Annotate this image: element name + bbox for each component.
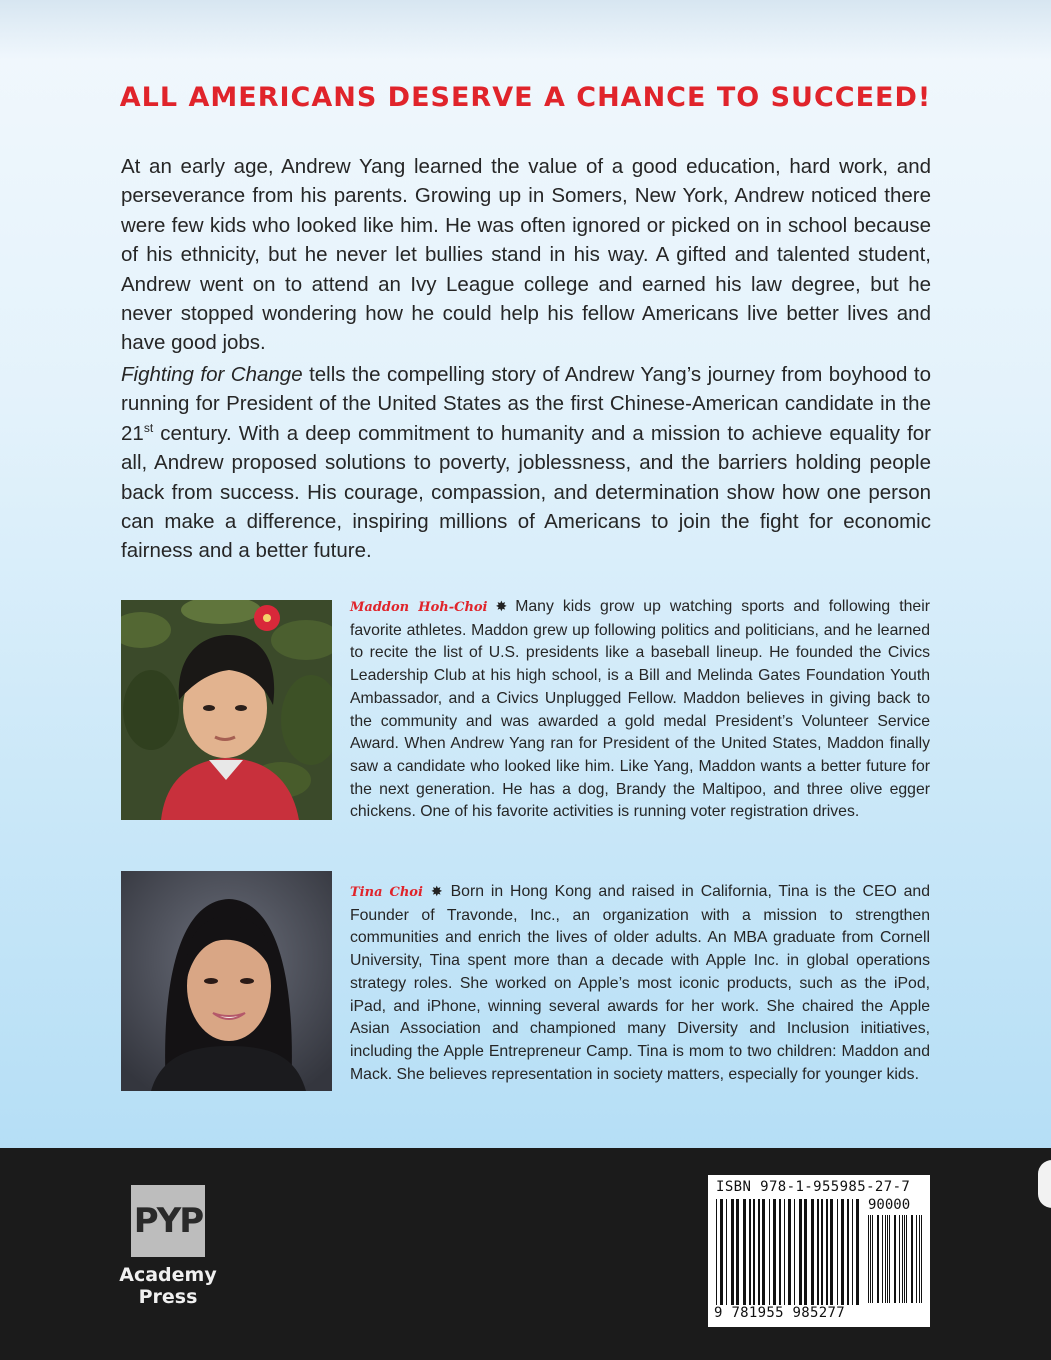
barcode-bar xyxy=(889,1215,890,1303)
isbn-barcode xyxy=(708,1175,930,1327)
publisher-name-line1: Academy xyxy=(119,1264,217,1286)
barcode-bar xyxy=(921,1215,922,1303)
barcode-bar xyxy=(804,1199,807,1305)
barcode-bar xyxy=(821,1199,823,1305)
barcode-bar xyxy=(731,1199,734,1305)
barcode-bar xyxy=(736,1199,739,1305)
publisher-logo xyxy=(131,1185,205,1257)
barcode-bar xyxy=(868,1215,869,1303)
book-title-italic: Fighting for Change xyxy=(121,363,303,386)
barcode-bar xyxy=(847,1199,849,1305)
publisher-logo-letters: PYP xyxy=(133,1201,203,1241)
addon-barcode-bars xyxy=(868,1215,924,1303)
author-name: Tina Choi xyxy=(350,885,423,900)
ordinal-suffix: st xyxy=(143,420,154,435)
author-photo-tina xyxy=(121,871,332,1091)
author-bio-text: Many kids grow up watching sports and following their favorite athletes. Maddon grew up following politics and politicians, and he learned to recite the list of U.S. presidents like a baseball lineup. He founded the Civics Leadership Club at his high school, is a Bill and Melinda Gates Foundation Youth Ambassador, and a Civics Unplugged Fellow. Maddon believes in giving back to the community and was awarded a gold medal President’s Volunteer Service Award. When Andrew Yang ran for President of the United States, Maddon finally saw a candidate who looked like him. Like Yang, Maddon wants a better future for the next generation. He has a dog, Brandy the Maltipoo, and three olive egger chickens. One of his favorite activities is running voter registration drives. xyxy=(350,598,930,821)
barcode-bar xyxy=(726,1199,727,1305)
barcode-bar xyxy=(902,1215,903,1303)
price-addon: 90000 xyxy=(868,1197,911,1213)
barcode-bar xyxy=(794,1199,795,1305)
isbn-label: ISBN 978-1-955985-27-7 xyxy=(716,1179,911,1195)
paragraph-text-continued: century. With a deep commitment to humanity and a mission to achieve equality for all, Andrew proposed solutions to poverty, joblessness, and the barriers holding people back from success. His courage, compassion, and determination show how one person can make a difference, inspiring millions of Americans to join the fight for economic fairness and a better future. xyxy=(121,421,931,563)
bullet-star-icon: ✸ xyxy=(495,598,508,614)
barcode-bar xyxy=(916,1215,917,1303)
barcode-bar xyxy=(811,1199,814,1305)
description-paragraph-2 xyxy=(121,360,931,566)
barcode-bar xyxy=(837,1199,838,1305)
barcode-bar xyxy=(885,1215,886,1303)
barcode-bar xyxy=(911,1215,913,1303)
barcode-bar xyxy=(779,1199,781,1305)
ean-number: 9 781955 985277 xyxy=(714,1305,845,1321)
description-paragraph-1: At an early age, Andrew Yang learned the value of a good education, hard work, and perseverance from his parents. Growing up in Somers, New York, Andrew noticed there were few kids who looked like him. He was often ignored or picked on in school because of his ethnicity, but he never let bullies stand in his way. A gifted and talented student, Andrew went on to attend an Ivy League college and earned his law degree, but he never stopped wondering how he could help his fellow Americans live better lives and have good jobs. xyxy=(121,155,931,355)
author-name: Maddon Hoh-Choi xyxy=(350,600,488,615)
edge-mark-icon xyxy=(1038,1160,1051,1208)
barcode-bar xyxy=(773,1199,776,1305)
barcode-bar xyxy=(743,1199,746,1305)
barcode-bar xyxy=(887,1215,888,1303)
barcode-bar xyxy=(769,1199,770,1305)
publisher-name-line2: Press xyxy=(138,1286,198,1308)
barcode-bar xyxy=(830,1199,833,1305)
barcode-bar xyxy=(720,1199,723,1305)
barcode-bar xyxy=(870,1215,871,1303)
barcode-bar xyxy=(852,1199,853,1305)
barcode-bar xyxy=(716,1199,717,1305)
barcode-bar xyxy=(784,1199,785,1305)
barcode-bar xyxy=(749,1199,751,1305)
cover-headline: ALL AMERICANS DESERVE A CHANCE TO SUCCEED! xyxy=(119,82,932,113)
bullet-star-icon: ✸ xyxy=(430,883,443,899)
barcode-bar xyxy=(856,1199,859,1305)
barcode-bar xyxy=(882,1215,883,1303)
barcode-bar xyxy=(753,1199,755,1305)
author-photo-maddon xyxy=(121,600,332,820)
barcode-bar xyxy=(919,1215,920,1303)
author-bio-maddon xyxy=(350,595,930,824)
barcode-bar xyxy=(877,1215,879,1303)
barcode-bar xyxy=(906,1215,907,1303)
barcode-bar xyxy=(872,1215,873,1303)
barcode-bar xyxy=(799,1199,802,1305)
sky-gradient-top xyxy=(0,0,1051,60)
author-bio-tina xyxy=(350,880,930,1086)
barcode-bar xyxy=(758,1199,760,1305)
barcode-bar xyxy=(899,1215,900,1303)
paragraph-text: tells the compelling story of Andrew Yang’s journey from boyhood to running for President of the United States as the first Chinese-American candidate in the 21 xyxy=(121,363,932,445)
barcode-bars xyxy=(716,1199,862,1305)
barcode-bar xyxy=(817,1199,819,1305)
barcode-bar xyxy=(841,1199,844,1305)
barcode-bar xyxy=(894,1215,896,1303)
barcode-bar xyxy=(762,1199,765,1305)
barcode-bar xyxy=(788,1199,791,1305)
barcode-bar xyxy=(826,1199,828,1305)
barcode-bar xyxy=(904,1215,905,1303)
author-bio-text: Born in Hong Kong and raised in California, Tina is the CEO and Founder of Travonde, Inc., an organization with a mission to strengthen communities and enrich the lives of older adults. An MBA graduate from Cornell University, Tina spent more than a decade with Apple Inc. in global operations strategy roles. She worked on Apple’s most iconic products, such as the iPod, iPad, and iPhone, winning several awards for her work. She chaired the Apple Asian Association and championed many Diversity and Inclusion initiatives, including the Apple Entrepreneur Camp. Tina is mom to two children: Maddon and Mack. She believes representation in society matters, especially for younger kids. xyxy=(350,883,930,1083)
